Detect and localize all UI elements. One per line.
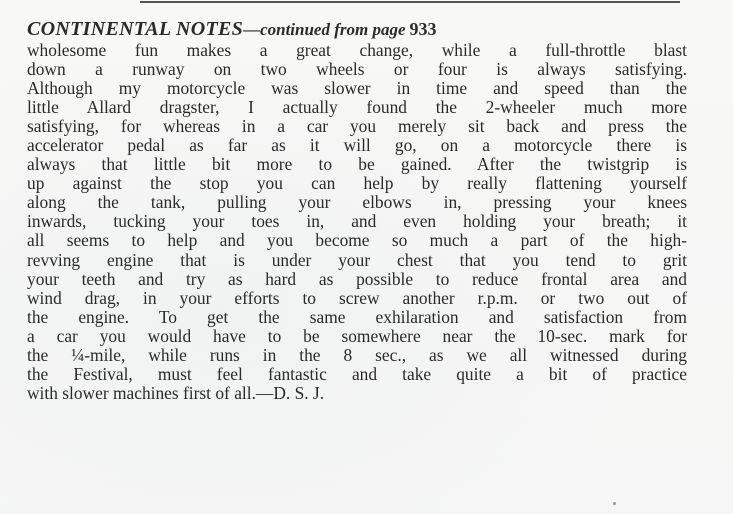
text-line: a car you would have to be somewhere near the 10-sec. mark for — [27, 325, 687, 346]
paper-speck — [613, 502, 616, 505]
text-line: the engine. To get the same exhilaration and satisfaction from — [27, 306, 687, 327]
text-line: wind drag, in your efforts to screw another r.p.m. or two out of — [27, 287, 687, 308]
heading-page-number: 933 — [409, 19, 437, 39]
heading-continued-text: continued from page — [260, 20, 406, 39]
text-line: down a runway on two wheels or four is always satisfying. — [27, 59, 687, 80]
text-line-signature: with slower machines first of all.—D. S. J. — [27, 382, 325, 403]
text-line: the ¼-mile, while runs in the 8 sec., as we all witnessed during — [27, 344, 687, 365]
text-line: little Allard dragster, I actually found the 2-wheeler much more — [27, 97, 687, 118]
article-heading — [27, 17, 687, 41]
text-line: along the tank, pulling your elbows in, pressing your knees — [27, 192, 687, 213]
text-line: the Festival, must feel fantastic and take quite a bit of practice — [27, 363, 687, 384]
text-line: always that little bit more to be gained. After the twistgrip is — [27, 154, 687, 175]
text-line: revving engine that is under your chest that you tend to grit — [27, 249, 687, 270]
text-line: satisfying, for whereas in a car you merely sit back and press the — [27, 116, 687, 137]
text-line: Although my motorcycle was slower in time and speed than the — [27, 78, 687, 99]
top-rule-divider — [140, 1, 680, 3]
heading-title: CONTINENTAL NOTES — [27, 18, 244, 40]
text-line: up against the stop you can help by really flattening yourself — [27, 173, 687, 194]
text-line: accelerator pedal as far as it will go, on a motorcycle there is — [27, 135, 687, 156]
text-line: all seems to help and you become so much a part of the high- — [27, 230, 687, 251]
article-column — [27, 17, 687, 403]
text-line: wholesome fun makes a great change, while a full-throttle blast — [27, 40, 687, 60]
heading-dash: — — [243, 20, 261, 39]
text-line: your teeth and try as hard as possible to reduce frontal area and — [27, 268, 687, 289]
text-line: inwards, tucking your toes in, and even holding your breath; it — [27, 211, 687, 232]
article-body — [27, 41, 687, 403]
